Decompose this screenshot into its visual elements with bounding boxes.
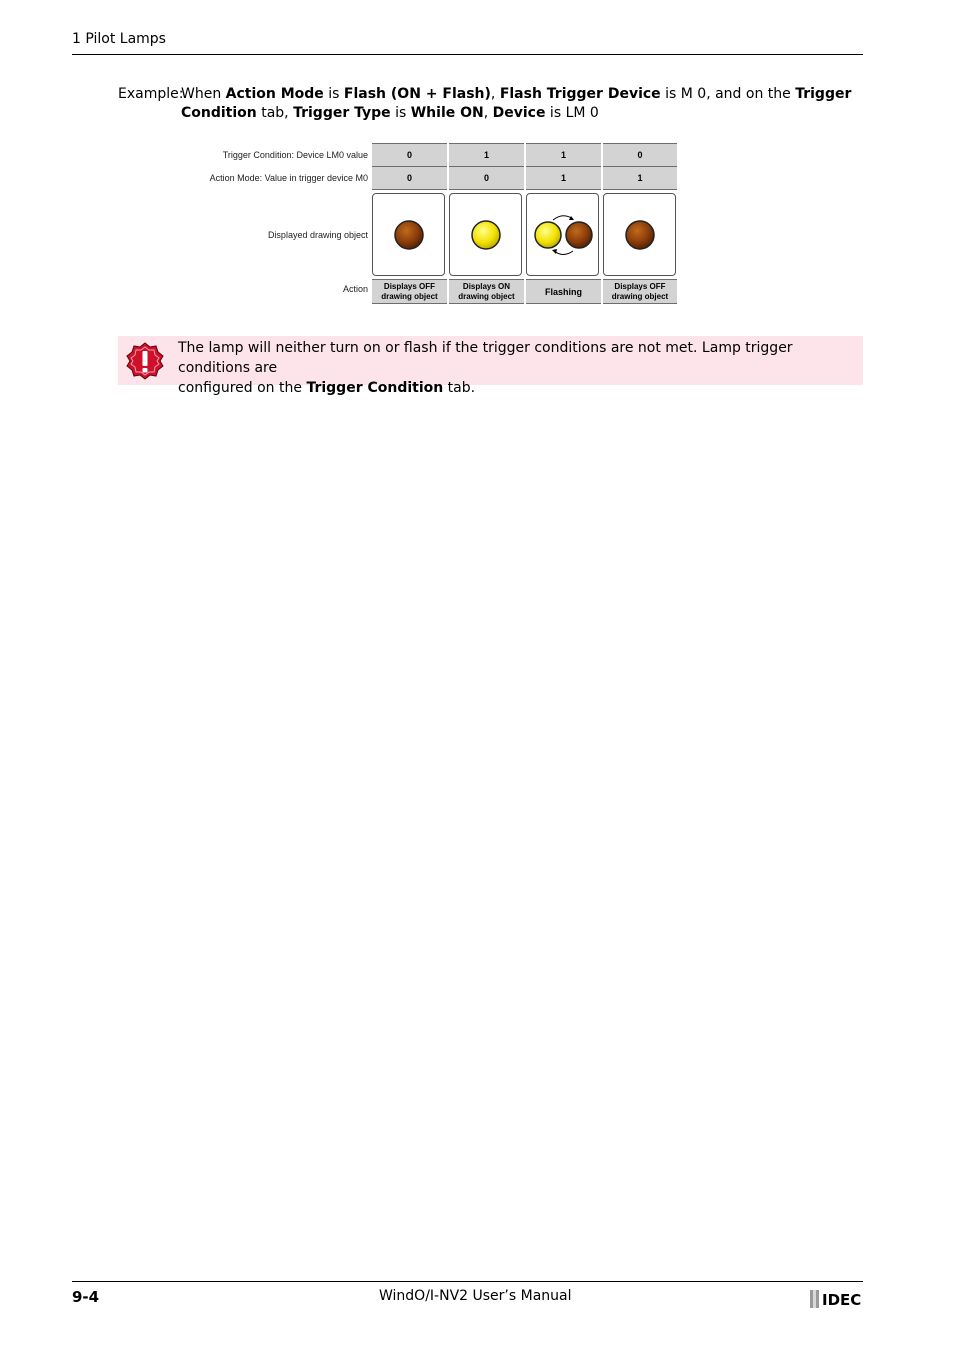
action-line: Displays ON bbox=[462, 281, 511, 291]
bold-text: Trigger Type bbox=[293, 105, 391, 121]
text: tab. bbox=[443, 380, 476, 396]
action-cell bbox=[526, 279, 601, 304]
note-text bbox=[178, 338, 858, 398]
section-header: 1 Pilot Lamps bbox=[72, 31, 166, 47]
example-line-1 bbox=[181, 85, 851, 104]
text: configured on the bbox=[178, 380, 307, 396]
lamp-box-off bbox=[603, 193, 676, 276]
action-mode-value-cell: 0 bbox=[372, 166, 447, 190]
text: is M 0, and on the bbox=[660, 86, 796, 102]
action-cell bbox=[449, 279, 524, 304]
row-label-action-mode: Action Mode: Value in trigger device M0 bbox=[209, 173, 368, 183]
header-divider bbox=[72, 54, 863, 55]
example-label: Example: bbox=[118, 86, 184, 102]
lamp-flashing-icon bbox=[527, 194, 598, 275]
row-label-displayed: Displayed drawing object bbox=[267, 230, 368, 240]
trigger-value-cell: 1 bbox=[526, 143, 601, 166]
warning-icon bbox=[126, 342, 164, 380]
example-line-2 bbox=[181, 104, 599, 123]
text: is bbox=[323, 86, 344, 102]
row-label-trigger: Trigger Condition: Device LM0 value bbox=[222, 150, 368, 160]
action-cell bbox=[372, 279, 447, 304]
action-line: Displays OFF bbox=[614, 281, 666, 291]
action-mode-figure bbox=[160, 143, 680, 308]
lamp-box-flashing bbox=[526, 193, 599, 276]
footer-divider bbox=[72, 1281, 863, 1282]
action-mode-value-cell: 1 bbox=[526, 166, 601, 190]
bold-text: Device bbox=[492, 105, 546, 121]
trigger-value-cell: 0 bbox=[372, 143, 447, 166]
text: When bbox=[181, 86, 226, 102]
trigger-value-cell: 1 bbox=[449, 143, 524, 166]
page-number: 9-4 bbox=[72, 1288, 100, 1306]
text: is bbox=[390, 105, 411, 121]
trigger-value-cell: 0 bbox=[603, 143, 677, 166]
action-line: Displays OFF bbox=[383, 281, 436, 291]
bold-text: Action Mode bbox=[225, 86, 324, 102]
lamp-on-icon bbox=[450, 194, 521, 275]
bold-text: Trigger bbox=[795, 86, 852, 102]
action-line: drawing object bbox=[381, 291, 438, 301]
action-line: drawing object bbox=[458, 291, 515, 301]
action-line: drawing object bbox=[611, 291, 669, 301]
action-mode-value-cell: 1 bbox=[603, 166, 677, 190]
lamp-off-icon bbox=[604, 194, 675, 275]
lamp-box-off bbox=[372, 193, 445, 276]
lamp-off-icon bbox=[373, 194, 444, 275]
lamp-box-on bbox=[449, 193, 522, 276]
action-mode-value-cell: 0 bbox=[449, 166, 524, 190]
text: The lamp will neither turn on or flash if the trigger conditions are not met. Lamp trigger conditions are bbox=[178, 340, 793, 376]
brand-text: IDEC bbox=[822, 1291, 862, 1308]
bold-text: Trigger Condition bbox=[306, 380, 444, 396]
action-cell bbox=[603, 279, 677, 304]
text: tab, bbox=[256, 105, 294, 121]
bold-text: Flash (ON + Flash) bbox=[343, 86, 491, 102]
manual-title: WindO/I-NV2 User’s Manual bbox=[379, 1288, 572, 1304]
row-label-action: Action bbox=[342, 284, 368, 294]
idec-logo bbox=[810, 1290, 864, 1308]
caution-note bbox=[118, 336, 863, 396]
bold-text: Condition bbox=[181, 105, 257, 121]
text: , bbox=[490, 86, 500, 102]
text: is LM 0 bbox=[545, 105, 599, 121]
bold-text: Flash Trigger Device bbox=[499, 86, 661, 102]
action-line: Flashing bbox=[544, 286, 582, 297]
text: , bbox=[483, 105, 493, 121]
bold-text: While ON bbox=[410, 105, 484, 121]
